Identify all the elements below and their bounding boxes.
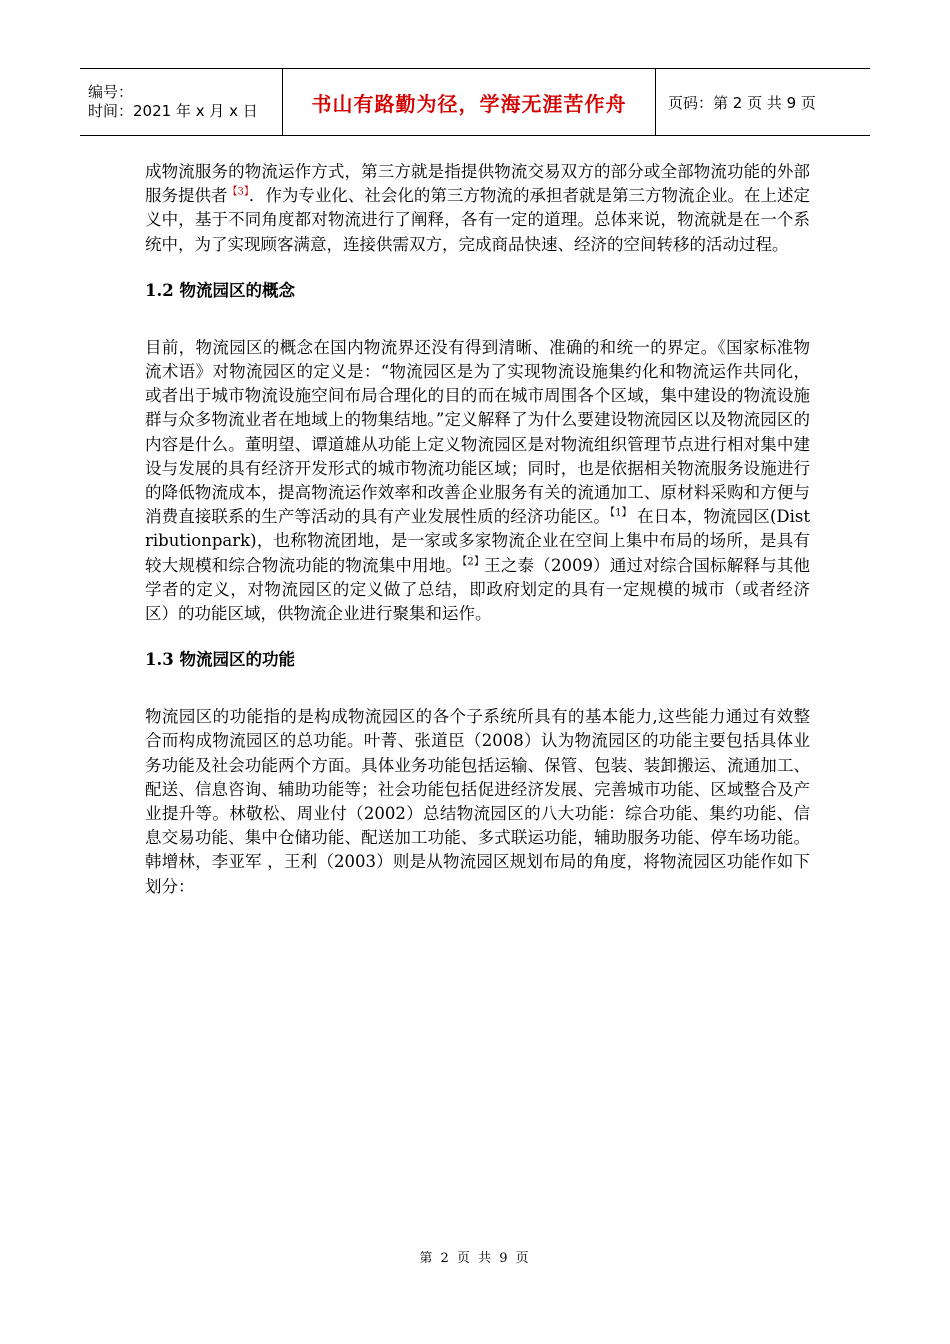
citation-ref-3: 【3】: [227, 186, 249, 198]
paragraph-text: 目前，物流园区的概念在国内物流界还没有得到清晰、准确的和统一的界定。《国家标准物流术语》对物流园区的定义是：“物流园区是为了实现物流设施集约化和物流运作共同化，或者出于城市物流设施空间布局合理化的目的而在城市周围各个区域，集中建设的物流设施群与众多物流业者在地域上的物集结地。”定义解释了为什么要建设物流园区以及物流园区的内容是什么。董明望、谭道雄从功能上定义物流园区是对物流组织管理节点进行相对集中建设与发展的具有经济开发形式的城市物流功能区域；同时，也是依据相关物流服务设施进行的降低物流成本，提高物流运作效率和改善企业服务有关的流通加工、原材料采购和方便与消费直接联系的生产等活动的具有产业发展性质的经济功能区。: [145, 337, 810, 527]
header-motto-cell: [282, 69, 656, 135]
paragraph-text: ．作为专业化、社会化的第三方物流的承担者就是第三方物流企业。在上述定义中，基于不同角度都对物流进行了阐释，各有一定的道理。总体来说，物流就是在一个系统中，为了实现顾客满意，连接供需双方，完成商品快速、经济的空间转移的活动过程。: [145, 186, 810, 254]
section-heading-1-3: 1.3 物流园区的功能: [145, 650, 295, 670]
document-body: [145, 160, 810, 899]
page-footer: 第 2 页 共 9 页: [419, 1251, 531, 1266]
section-heading-1-2: 1.2 物流园区的概念: [145, 280, 295, 300]
citation-ref-1: 【1】: [610, 507, 632, 519]
paragraph-logistics-summary: [145, 160, 810, 257]
citation-ref-2: 【2】: [462, 556, 485, 568]
header-table: [80, 68, 870, 136]
paragraph-text: 成物流服务的物流运作方式，第三方就是指提供物流交易双方的部分或全部物流功能的外部服务提供者: [145, 162, 810, 206]
paragraph-park-concept: [145, 336, 810, 626]
date-label: 时间：2021 年 x 月 x 日: [88, 102, 258, 120]
header-page-label: 页码：第 2 页 共 9 页: [668, 93, 816, 112]
paragraph-park-functions: 物流园区的功能指的是构成物流园区的各个子系统所具有的基本能力,这些能力通过有效整合而构成物流园区的总功能。叶菁、张道臣（2008）认为物流园区的功能主要包括具体业务功能及社会功能两个方面。具体业务功能包括运输、保管、包装、装卸搬运、流通加工、 配送、信息咨询、辅助功能等；社会功能包括促进经济发展、完善城市功能、区域整合及产业提升等。林敬松、周业付（2002）总结物流园区的八大功能：综合功能、集约功能、信息交易功能、集中仓储功能、配送加工功能、多式联运功能，辅助服务功能、停车场功能。韩增林，李亚军 ，王利（2003）则是从物流园区规划布局的角度，将物流园区功能作如下划分：: [145, 707, 810, 896]
header-left-cell: [80, 69, 282, 135]
header-page-cell: [656, 69, 870, 135]
number-label: 编号：: [88, 83, 134, 101]
paragraph-text: 王之泰（2009）通过对综合国标解释与其他学者的定义，对物流园区的定义做了总结，即政府划定的具有一定规模的城市（或者经济区）的功能区域，供物流企业进行聚集和运作。: [145, 555, 810, 624]
paragraph-text: 在日本，物流园区(Distributionpark)，也称物流团地，是一家或多家物流企业在空间上集中布局的场所，是具有较大规模和综合物流功能的物流集中用地。: [145, 507, 810, 575]
motto-text: 书山有路勤为径，学海无涯苦作舟: [311, 91, 627, 116]
